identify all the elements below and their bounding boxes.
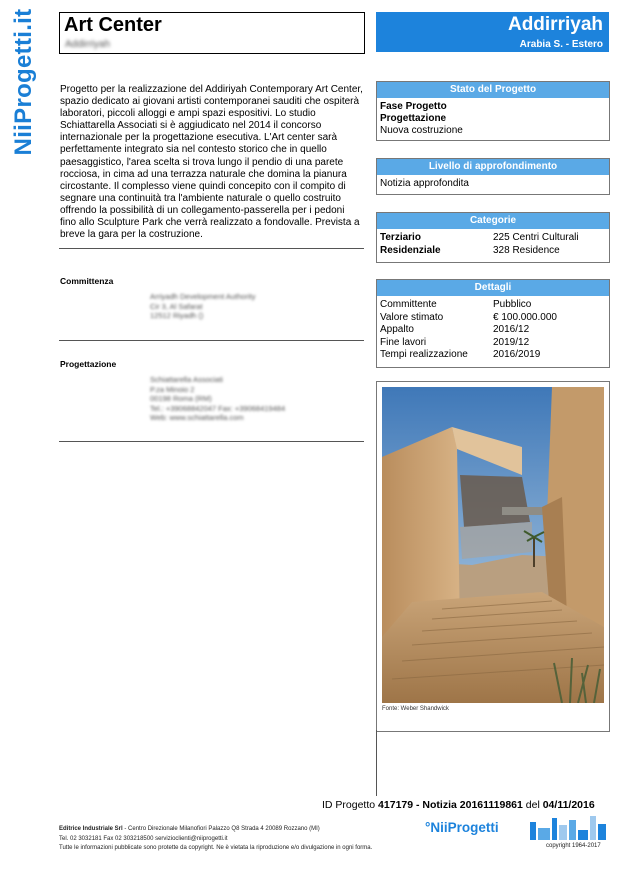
livello-value: Notizia approfondita bbox=[380, 178, 469, 189]
company-name: Editrice Industriale Srl bbox=[59, 826, 123, 832]
stato-header: Stato del Progetto bbox=[377, 82, 609, 98]
dettaglio-key: Valore stimato bbox=[380, 311, 444, 323]
id-value: 417179 bbox=[378, 799, 414, 811]
photo-caption: Fonte: Weber Shandwick bbox=[382, 706, 449, 712]
page-subtitle: Addirriyah bbox=[65, 39, 111, 50]
location-header bbox=[376, 12, 609, 52]
divider-vertical bbox=[376, 730, 377, 796]
project-id-line bbox=[322, 799, 595, 811]
stato-tipo: Nuova costruzione bbox=[380, 125, 463, 136]
footer-brand-logo: °NiiProgetti bbox=[425, 820, 499, 835]
notizia-label: - Notizia bbox=[416, 799, 457, 811]
livello-panel bbox=[376, 158, 610, 195]
dettaglio-value: € 100.000.000 bbox=[493, 311, 557, 323]
categoria-row bbox=[377, 232, 609, 245]
categoria-value: 328 Residence bbox=[493, 244, 560, 256]
company-address: - Centro Direzionale Milanofiori Palazzo Q8 Strada 4 20089 Rozzano (MI) bbox=[122, 826, 320, 832]
project-description: Progetto per la realizzazione del Addiriyah Contemporary Art Center, spazio dedicato ai giovani artisti contemporanei sauditi che ospiterà laboratori, piccoli alloggi e ampi spazi espositivi. Lo studio Schiattarella Associati si è aggiudicato nel 2014 il concorso internazionale per la progettazione esecutiva. L'Art center sarà perfettamente integrato sia nel contesto storico che in quello paesaggistico, l'area scelta si trova lungo il pendio di una parete rocciosa, in cima ad una terrazza naturale che domina la pianura circostante. Il complesso viene quindi concepito con il compito di segnare una continuità tra l'ambiente naturale o quello costruito offrendo la possibilità di un collegamento-passerella per i pedoni fino allo Sculpture Park che verrà realizzato a fondovalle. Prevista a breve la gara per la costruzione. bbox=[60, 84, 363, 241]
photo-box bbox=[376, 381, 610, 732]
progettazione-line: Schiattarella Associati bbox=[150, 375, 223, 384]
categorie-header: Categorie bbox=[377, 213, 609, 229]
categorie-panel bbox=[376, 212, 610, 263]
notizia-value: 20161119861 bbox=[459, 799, 523, 811]
progettazione-line: P.za Minoio 2 bbox=[150, 384, 195, 394]
copyright: copyright 1964-2017 bbox=[546, 843, 601, 849]
categoria-key: Terziario bbox=[380, 232, 421, 243]
location-name: Addirriyah bbox=[507, 14, 603, 35]
dettagli-header: Dettagli bbox=[377, 280, 609, 296]
committenza-line: Cir 3, Al Safarat bbox=[150, 301, 203, 311]
dettaglio-key: Committente bbox=[380, 299, 437, 310]
dettaglio-value: 2019/12 bbox=[493, 336, 530, 348]
dettaglio-row bbox=[377, 337, 609, 350]
committenza-line: Arriyadh Development Authority bbox=[150, 292, 256, 301]
progettazione-details bbox=[150, 375, 285, 423]
side-brand-text: NiiProgetti.it bbox=[10, 8, 37, 156]
progettazione-line: Web: www.schiattarella.com bbox=[150, 413, 244, 423]
dettaglio-value: 2016/12 bbox=[493, 324, 530, 335]
progettazione-label: Progettazione bbox=[60, 359, 117, 369]
divider bbox=[59, 441, 364, 442]
dettaglio-key: Fine lavori bbox=[380, 336, 427, 348]
dettaglio-row bbox=[377, 349, 609, 362]
dettaglio-key: Tempi realizzazione bbox=[380, 349, 468, 360]
rendering-illustration bbox=[382, 387, 604, 703]
dettaglio-row bbox=[377, 299, 609, 312]
committenza-line: 12512 Riyadh () bbox=[150, 311, 204, 321]
company-line bbox=[59, 826, 320, 832]
title-box bbox=[59, 12, 365, 54]
page-title: Art Center bbox=[64, 14, 162, 36]
progettazione-line: 00198 Roma (RM) bbox=[150, 394, 212, 404]
dettaglio-row bbox=[377, 312, 609, 325]
skyline-logo-icon bbox=[528, 816, 608, 842]
notizia-date: 04/11/2016 bbox=[542, 799, 595, 811]
del-label: del bbox=[525, 799, 540, 811]
categoria-row bbox=[377, 245, 609, 258]
dettaglio-key: Appalto bbox=[380, 324, 414, 335]
dettaglio-row bbox=[377, 324, 609, 337]
progettazione-line: Tel.: +39068842047 Fax: +39068419484 bbox=[150, 403, 286, 413]
side-brand-logo bbox=[6, 8, 42, 156]
copyright-note: Tutte le informazioni pubblicate sono protette da copyright. Ne è vietata la riproduzione e/o divulgazione in ogni forma. bbox=[59, 845, 373, 851]
location-region: Arabia S. - Estero bbox=[519, 39, 603, 50]
project-rendering-image bbox=[382, 387, 604, 703]
stato-panel bbox=[376, 81, 610, 141]
fase-value: Progettazione bbox=[380, 113, 447, 124]
categoria-key: Residenziale bbox=[380, 244, 441, 256]
id-label: ID Progetto bbox=[322, 799, 376, 811]
committenza-label: Committenza bbox=[60, 276, 114, 286]
categoria-value: 225 Centri Culturali bbox=[493, 232, 579, 243]
divider bbox=[59, 248, 364, 249]
dettaglio-value: Pubblico bbox=[493, 299, 532, 310]
committenza-details bbox=[150, 292, 255, 321]
livello-header: Livello di approfondimento bbox=[377, 159, 609, 175]
fase-label: Fase Progetto bbox=[380, 101, 447, 112]
divider bbox=[59, 340, 364, 341]
dettaglio-value: 2016/2019 bbox=[493, 349, 541, 360]
contacts-line: Tel. 02 3032181 Fax 02 3032185​00 servizioclienti@niiprogetti.it bbox=[59, 836, 228, 842]
dettagli-panel bbox=[376, 279, 610, 368]
